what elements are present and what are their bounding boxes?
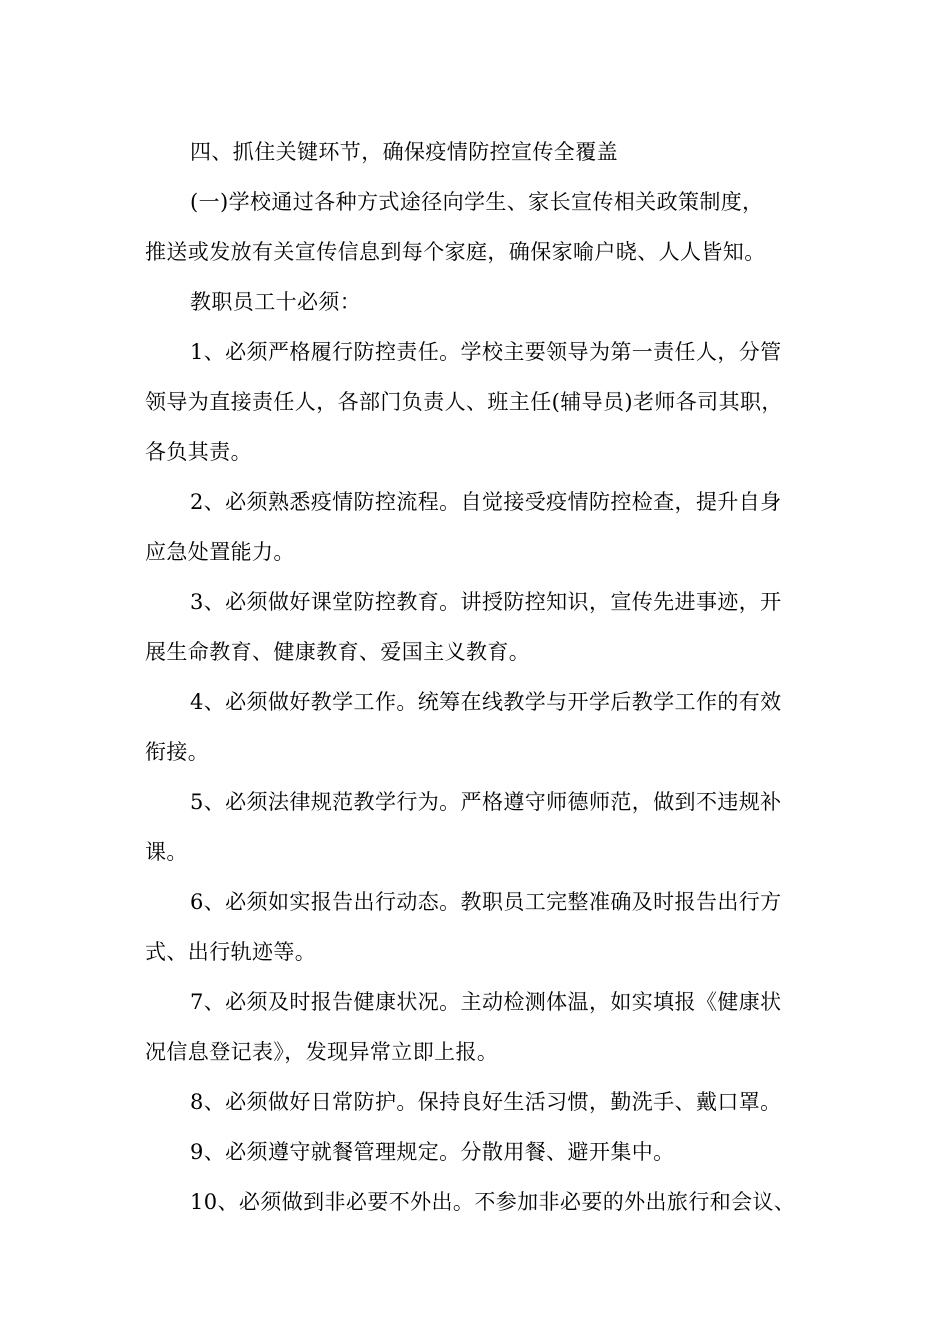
list-item-line: 课。	[145, 840, 188, 864]
list-item-line: 9、必须遵守就餐管理规定。分散用餐、避开集中。	[190, 1140, 675, 1164]
list-item-line: 5、必须法律规范教学行为。严格遵守师德师范，做到不违规补	[190, 790, 782, 814]
subheading: 教职员工十必须：	[190, 290, 362, 314]
list-item-line: 衔接。	[145, 740, 210, 764]
paragraph-line: 推送或发放有关宣传信息到每个家庭，确保家喻户晓、人人皆知。	[145, 240, 766, 264]
list-item-line: 1、必须严格履行防控责任。学校主要领导为第一责任人，分管	[190, 340, 782, 364]
list-item-line: 7、必须及时报告健康状况。主动检测体温，如实填报《健康状	[190, 990, 782, 1014]
list-item-line: 8、必须做好日常防护。保持良好生活习惯，勤洗手、戴口罩。	[190, 1090, 782, 1114]
list-item-line: 况信息登记表》，发现异常立即上报。	[145, 1040, 499, 1064]
paragraph-line: (一)学校通过各种方式途径向学生、家长宣传相关政策制度，	[190, 190, 764, 214]
section-heading: 四、抓住关键环节，确保疫情防控宣传全覆盖	[190, 140, 618, 164]
list-item-line: 式、出行轨迹等。	[145, 940, 317, 964]
list-item-line: 6、必须如实报告出行动态。教职员工完整准确及时报告出行方	[190, 890, 782, 914]
list-item-line: 2、必须熟悉疫情防控流程。自觉接受疫情防控检查，提升自身	[190, 490, 782, 514]
list-item-line: 3、必须做好课堂防控教育。讲授防控知识，宣传先进事迹，开	[190, 590, 782, 614]
list-item-line: 10、必须做到非必要不外出。不参加非必要的外出旅行和会议、	[190, 1190, 796, 1214]
list-item-line: 应急处置能力。	[145, 540, 295, 564]
list-item-line: 领导为直接责任人，各部门负责人、班主任(辅导员)老师各司其职，	[145, 390, 783, 414]
list-item-line: 4、必须做好教学工作。统筹在线教学与开学后教学工作的有效	[190, 690, 782, 714]
list-item-line: 展生命教育、健康教育、爱国主义教育。	[145, 640, 531, 664]
list-item-line: 各负其责。	[145, 440, 252, 464]
